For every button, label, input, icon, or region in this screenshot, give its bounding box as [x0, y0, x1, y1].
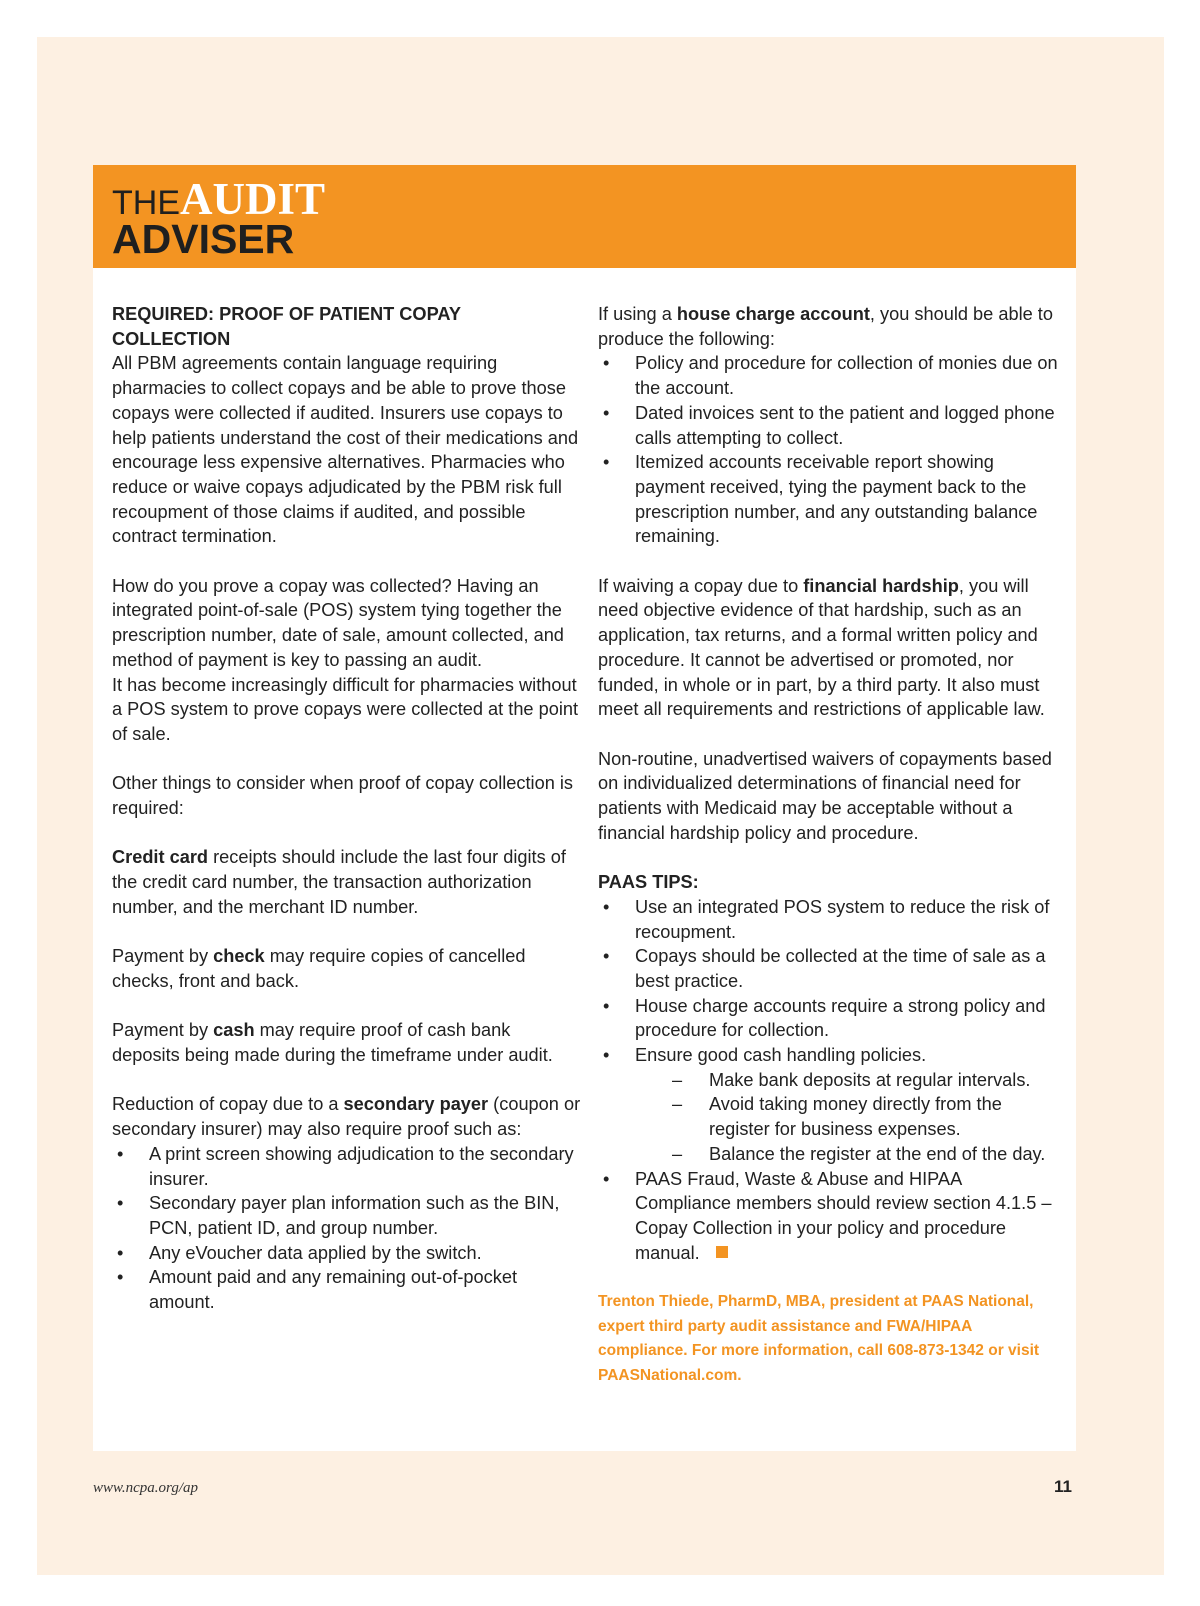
bullet: • — [117, 1193, 124, 1214]
tips-heading: PAAS TIPS: — [598, 872, 699, 893]
bullet: • — [603, 402, 610, 423]
cash-handling-sublist — [635, 1068, 1058, 1167]
list-item-text: Copays should be collected at the time of sale as a best practice. — [635, 946, 1046, 991]
cash-text: may require proof of cash bank deposits being made during the timeframe under audit. — [112, 1020, 553, 1066]
nonroutine-paragraph: Non-routine, unadvertised waivers of copayments based on individualized determinations of financial need for patients with Medicaid may be acceptable without a financial hardship policy and procedure. — [598, 748, 1052, 843]
dash: – — [672, 1143, 683, 1164]
pos-paragraph-2: It has become increasingly difficult for pharmacies without a POS system to prove copays were collected at the point of sale. — [112, 674, 579, 744]
house-charge-list — [598, 351, 1058, 549]
banner-adviser: ADVISER — [112, 216, 295, 262]
list-item — [598, 450, 1058, 549]
list-item — [598, 994, 1058, 1043]
dash: – — [672, 1094, 683, 1115]
list-item-text: Itemized accounts receivable report showing payment received, tying the payment back to the prescription number, and any outstanding balance remaining. — [635, 452, 1038, 547]
list-item-text: Any eVoucher data applied by the switch. — [149, 1242, 482, 1263]
secondary-text: (coupon or secondary insurer) may also require proof such as: — [112, 1094, 581, 1140]
end-square-icon — [716, 1246, 728, 1258]
footer-url: www.ncpa.org/ap — [93, 1480, 199, 1496]
list-item — [112, 1265, 582, 1314]
dash: – — [672, 1069, 683, 1090]
list-item-text: Ensure good cash handling policies. — [635, 1045, 927, 1066]
hardship-pre: If waiving a copay due to — [598, 575, 804, 596]
secondary-paragraph — [112, 1092, 582, 1141]
bullet: • — [603, 896, 610, 917]
section-banner — [93, 165, 1076, 268]
bullet: • — [603, 1168, 610, 1189]
right-column — [598, 302, 1058, 1389]
left-column — [112, 302, 582, 1339]
list-item — [598, 1043, 1058, 1167]
list-item — [112, 1142, 582, 1191]
check-paragraph — [112, 944, 582, 993]
list-item-text: House charge accounts require a strong policy and procedure for collection. — [635, 995, 1046, 1041]
bullet: • — [117, 1242, 124, 1263]
bullet: • — [603, 1045, 610, 1066]
cash-paragraph — [112, 1018, 582, 1067]
list-item-text: Amount paid and any remaining out-of-pocket amount. — [149, 1267, 518, 1313]
check-text: may require copies of cancelled checks, front and back. — [112, 946, 526, 991]
credit-card-text: receipts should include the last four digits of the credit card number, the transaction authorization number, and the merchant ID number. — [112, 847, 566, 917]
bullet: • — [117, 1267, 124, 1288]
article-card — [93, 165, 1076, 1451]
list-item — [112, 1191, 582, 1240]
check-pre: Payment by — [112, 946, 214, 967]
bullet: • — [117, 1143, 124, 1164]
pos-paragraph: How do you prove a copay was collected? Having an integrated point-of-sale (POS) system tying together the prescription number, date of sale, amount collected, and method of payment is key to passing an audit. — [112, 575, 564, 670]
secondary-term: secondary payer — [343, 1094, 489, 1115]
other-things-paragraph: Other things to consider when proof of copay collection is required: — [112, 773, 574, 819]
list-item-text: A print screen showing adjudication to the secondary insurer. — [149, 1143, 574, 1189]
intro-paragraph: All PBM agreements contain language requiring pharmacies to collect copays and be able to prove those copays were collected if audited. Insurers use copays to help patients understand the cost of their medications and encourage less expensive alternatives. Pharmacies who reduce or waive copays adjudicated by the PBM risk full recoupment of those claims if audited, and possible contract termination. — [112, 353, 579, 547]
sub-list-item — [635, 1068, 1058, 1093]
secondary-list — [112, 1142, 582, 1315]
banner-audit: AUDIT — [180, 174, 326, 224]
sub-list-item — [635, 1092, 1058, 1141]
house-charge-term: house charge account — [676, 304, 870, 324]
list-item-text: Secondary payer plan information such as the BIN, PCN, patient ID, and group number. — [149, 1193, 560, 1238]
sub-list-item-text: Balance the register at the end of the day. — [709, 1143, 1046, 1164]
check-term: check — [213, 946, 265, 967]
bullet: • — [603, 353, 610, 374]
list-item — [598, 1167, 1058, 1266]
cash-pre: Payment by — [112, 1020, 214, 1041]
list-item — [112, 1241, 582, 1266]
banner-the: THE — [112, 184, 180, 222]
secondary-pre: Reduction of copay due to a — [112, 1094, 344, 1115]
page-number: 11 — [1054, 1477, 1072, 1496]
cash-term: cash — [213, 1020, 255, 1041]
sub-list-item-text: Make bank deposits at regular intervals. — [709, 1069, 1031, 1090]
list-item-text: Policy and procedure for collection of monies due on the account. — [635, 353, 1058, 399]
bullet: • — [603, 995, 610, 1016]
tips-list — [598, 895, 1058, 1266]
list-item — [598, 401, 1058, 450]
hardship-term: financial hardship — [803, 575, 959, 596]
list-item-text: PAAS Fraud, Waste & Abuse and HIPAA Compliance members should review section 4.1.5 – Copay Collection in your policy and procedure manual. — [635, 1168, 1052, 1263]
bullet: • — [603, 452, 610, 473]
hardship-paragraph — [598, 574, 1058, 722]
list-item — [598, 895, 1058, 944]
author-bio: Trenton Thiede, PharmD, MBA, president at PAAS National, expert third party audit assistance and FWA/HIPAA compliance. For more information, call 608-873-1342 or visit PAASNational.com. — [598, 1293, 1040, 1385]
house-text: , you should be able to produce the following: — [598, 304, 1053, 349]
credit-card-term: Credit card — [112, 847, 209, 868]
sub-list-item-text: Avoid taking money directly from the register for business expenses. — [709, 1094, 1002, 1140]
list-item-text: Dated invoices sent to the patient and logged phone calls attempting to collect. — [635, 402, 1055, 448]
sub-list-item — [635, 1142, 1058, 1167]
credit-card-paragraph — [112, 845, 582, 919]
bullet: • — [603, 946, 610, 967]
list-item-text: Use an integrated POS system to reduce the risk of recoupment. — [635, 896, 1050, 942]
house-pre: If using a — [598, 304, 677, 324]
list-item — [598, 351, 1058, 400]
hardship-text: , you will need objective evidence of that hardship, such as an application, tax returns, and a formal written policy and procedure. It cannot be advertised or promoted, nor funded, in whole or in part, by a third party. It also must meet all requirements and restrictions of applicable law. — [598, 575, 1045, 720]
article-heading: REQUIRED: PROOF OF PATIENT COPAY COLLECTION — [112, 304, 461, 349]
house-charge-paragraph — [598, 302, 1058, 351]
list-item — [598, 944, 1058, 993]
